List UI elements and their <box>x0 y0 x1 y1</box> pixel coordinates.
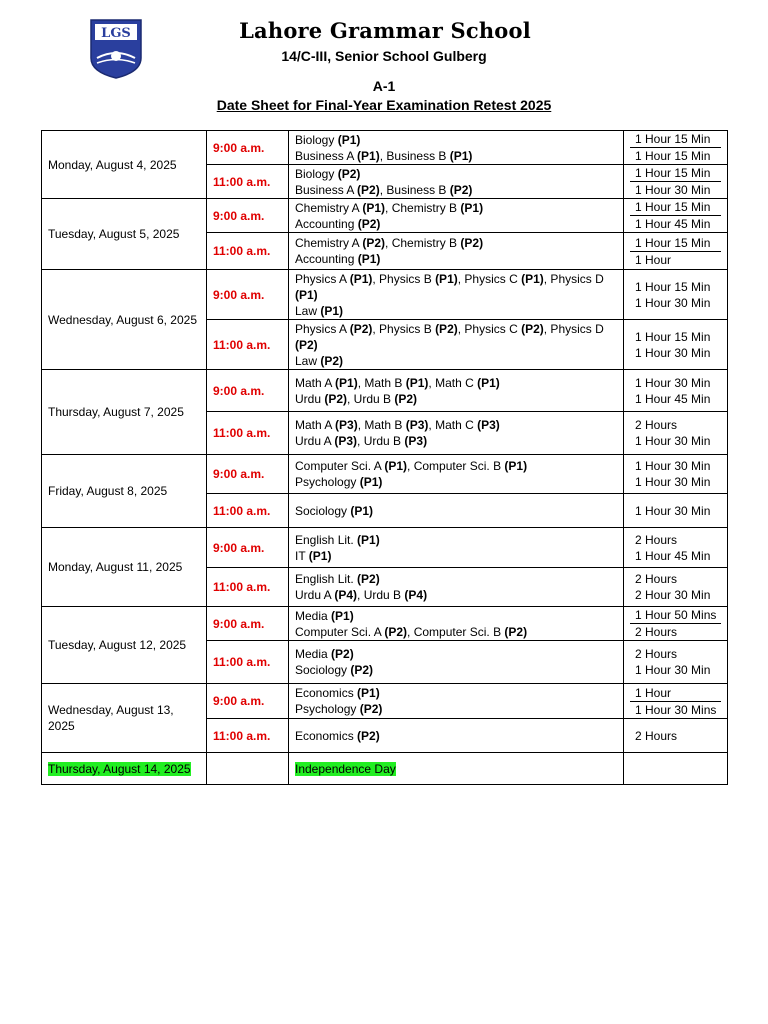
duration-value: 1 Hour 15 Min <box>630 165 721 182</box>
subject-line: Math A (P1), Math B (P1), Math C (P1) <box>295 375 500 390</box>
date-sheet-table <box>41 130 728 785</box>
school-address: 14/C-III, Senior School Gulberg <box>281 48 487 64</box>
duration-value: 1 Hour 30 Min <box>635 475 711 489</box>
exam-time: 11:00 a.m. <box>207 494 289 528</box>
duration-value: 1 Hour 15 Min <box>635 279 711 294</box>
duration-value: 2 Hours <box>635 647 678 661</box>
subject-line: Psychology (P2) <box>295 702 383 716</box>
exam-duration <box>624 320 728 370</box>
duration-value: 1 Hour 30 Min <box>635 375 711 390</box>
exam-time: 9:00 a.m. <box>207 131 289 165</box>
session-row <box>42 131 728 165</box>
exam-time: 9:00 a.m. <box>207 199 289 233</box>
exam-date: Monday, August 4, 2025 <box>42 131 207 199</box>
subject-line: Computer Sci. A (P1), Computer Sci. B (P1) <box>295 459 528 473</box>
duration-value: 1 Hour 30 Min <box>635 434 711 448</box>
subject-line: Computer Sci. A (P2), Computer Sci. B (P2) <box>295 624 528 639</box>
sheet-title: Date Sheet for Final-Year Examination Retest 2025 <box>216 97 552 113</box>
exam-time: 11:00 a.m. <box>207 641 289 684</box>
exam-subjects <box>289 455 624 494</box>
duration-value: 1 Hour 30 Min <box>635 183 711 197</box>
subject-line: Media (P2) <box>295 647 354 661</box>
exam-time: 9:00 a.m. <box>207 270 289 320</box>
exam-date: Wednesday, August 6, 2025 <box>42 270 207 370</box>
session-row <box>42 370 728 412</box>
exam-duration <box>624 641 728 684</box>
holiday-duration <box>624 753 728 785</box>
holiday-row <box>42 753 728 785</box>
exam-subjects <box>289 528 624 568</box>
session-row <box>42 684 728 719</box>
sheet-code: A-1 <box>372 78 396 94</box>
exam-time: 9:00 a.m. <box>207 607 289 641</box>
subject-line: Math A (P3), Math B (P3), Math C (P3) <box>295 418 500 432</box>
exam-duration <box>624 494 728 528</box>
exam-date: Wednesday, August 13, 2025 <box>42 684 207 753</box>
duration-value: 2 Hours <box>635 572 678 586</box>
subject-line: Chemistry A (P1), Chemistry B (P1) <box>295 200 484 215</box>
session-row <box>42 607 728 641</box>
session-row <box>42 528 728 568</box>
session-row <box>42 199 728 233</box>
exam-duration <box>624 199 728 233</box>
exam-subjects <box>289 233 624 270</box>
duration-value: 1 Hour <box>635 252 672 267</box>
exam-duration <box>624 370 728 412</box>
exam-subjects <box>289 199 624 233</box>
subject-line: Biology (P1) <box>295 132 361 147</box>
duration-value: 1 Hour 15 Min <box>630 199 721 216</box>
exam-time: 11:00 a.m. <box>207 233 289 270</box>
subject-line: Accounting (P1) <box>295 252 381 266</box>
exam-subjects <box>289 370 624 412</box>
exam-time: 9:00 a.m. <box>207 370 289 412</box>
exam-subjects <box>289 607 624 641</box>
duration-value: 1 Hour 30 Min <box>635 345 711 360</box>
duration-value: 2 Hours <box>635 418 678 432</box>
exam-time: 9:00 a.m. <box>207 684 289 719</box>
exam-subjects <box>289 320 624 370</box>
duration-value: 1 Hour 30 Min <box>635 295 711 310</box>
exam-duration <box>624 165 728 199</box>
exam-duration <box>624 684 728 719</box>
exam-duration <box>624 528 728 568</box>
exam-subjects <box>289 412 624 455</box>
exam-time: 11:00 a.m. <box>207 412 289 455</box>
duration-value: 1 Hour 15 Min <box>630 235 721 252</box>
exam-date: Tuesday, August 5, 2025 <box>42 199 207 270</box>
exam-subjects <box>289 270 624 320</box>
duration-value: 1 Hour 50 Mins <box>630 607 721 624</box>
exam-time: 11:00 a.m. <box>207 568 289 607</box>
exam-date: Friday, August 8, 2025 <box>42 455 207 528</box>
exam-date: Monday, August 11, 2025 <box>42 528 207 607</box>
duration-value: 2 Hours <box>635 728 678 743</box>
duration-value: 1 Hour 30 Min <box>635 503 711 518</box>
subject-line: Accounting (P2) <box>295 216 381 231</box>
subject-line: Law (P1) <box>295 303 344 318</box>
exam-time: 9:00 a.m. <box>207 455 289 494</box>
duration-value: 1 Hour 45 Min <box>635 391 711 406</box>
exam-subjects <box>289 165 624 199</box>
subject-line: Chemistry A (P2), Chemistry B (P2) <box>295 236 484 250</box>
holiday-date: Thursday, August 14, 2025 <box>42 753 207 785</box>
subject-line: Economics (P2) <box>295 728 380 743</box>
duration-value: 2 Hours <box>635 532 678 547</box>
exam-time: 11:00 a.m. <box>207 165 289 199</box>
duration-value: 1 Hour 45 Min <box>635 548 711 563</box>
duration-value: 1 Hour 15 Min <box>635 149 711 163</box>
subject-line: Sociology (P2) <box>295 663 374 677</box>
exam-duration <box>624 568 728 607</box>
exam-subjects <box>289 131 624 165</box>
subject-line: IT (P1) <box>295 548 332 563</box>
session-row <box>42 455 728 494</box>
exam-subjects <box>289 684 624 719</box>
subject-line: English Lit. (P1) <box>295 532 380 547</box>
exam-duration <box>624 607 728 641</box>
exam-date: Tuesday, August 12, 2025 <box>42 607 207 684</box>
duration-value: 1 Hour 15 Min <box>630 131 721 148</box>
duration-value: 2 Hours <box>635 625 678 639</box>
subject-line: Physics A (P1), Physics B (P1), Physics C (P1), Physics D (P1) <box>295 271 604 302</box>
exam-time: 9:00 a.m. <box>207 528 289 568</box>
duration-value: 2 Hour 30 Min <box>635 588 711 602</box>
school-name: Lahore Grammar School <box>239 18 531 43</box>
subject-line: Urdu A (P3), Urdu B (P3) <box>295 434 428 448</box>
exam-subjects <box>289 641 624 684</box>
exam-subjects <box>289 568 624 607</box>
subject-line: Law (P2) <box>295 353 344 368</box>
duration-value: 1 Hour 30 Min <box>635 459 711 473</box>
exam-subjects <box>289 494 624 528</box>
duration-value: 1 Hour 15 Min <box>635 329 711 344</box>
subject-line: Economics (P1) <box>295 686 380 700</box>
exam-duration <box>624 270 728 320</box>
duration-value: 1 Hour 45 Min <box>635 217 711 231</box>
exam-duration <box>624 719 728 753</box>
exam-duration <box>624 455 728 494</box>
duration-value: 1 Hour <box>630 685 721 702</box>
subject-line: Media (P1) <box>295 608 354 623</box>
subject-line: English Lit. (P2) <box>295 572 380 586</box>
subject-line: Sociology (P1) <box>295 503 374 518</box>
subject-line: Physics A (P2), Physics B (P2), Physics C (P2), Physics D (P2) <box>295 321 604 352</box>
subject-line: Business A (P1), Business B (P1) <box>295 148 473 163</box>
subject-line: Business A (P2), Business B (P2) <box>295 182 473 197</box>
holiday-label: Independence Day <box>289 753 624 785</box>
session-row <box>42 270 728 320</box>
subject-line: Urdu A (P4), Urdu B (P4) <box>295 588 428 602</box>
exam-time: 11:00 a.m. <box>207 320 289 370</box>
subject-line: Psychology (P1) <box>295 475 383 489</box>
exam-time: 11:00 a.m. <box>207 719 289 753</box>
duration-value: 1 Hour 30 Min <box>635 663 711 677</box>
duration-value: 1 Hour 30 Mins <box>635 702 717 717</box>
subject-line: Urdu (P2), Urdu B (P2) <box>295 391 418 406</box>
exam-date: Thursday, August 7, 2025 <box>42 370 207 455</box>
exam-duration <box>624 412 728 455</box>
subject-line: Biology (P2) <box>295 166 361 181</box>
holiday-time <box>207 753 289 785</box>
exam-duration <box>624 233 728 270</box>
exam-subjects <box>289 719 624 753</box>
svg-text:LGS: LGS <box>101 26 131 41</box>
exam-duration <box>624 131 728 165</box>
